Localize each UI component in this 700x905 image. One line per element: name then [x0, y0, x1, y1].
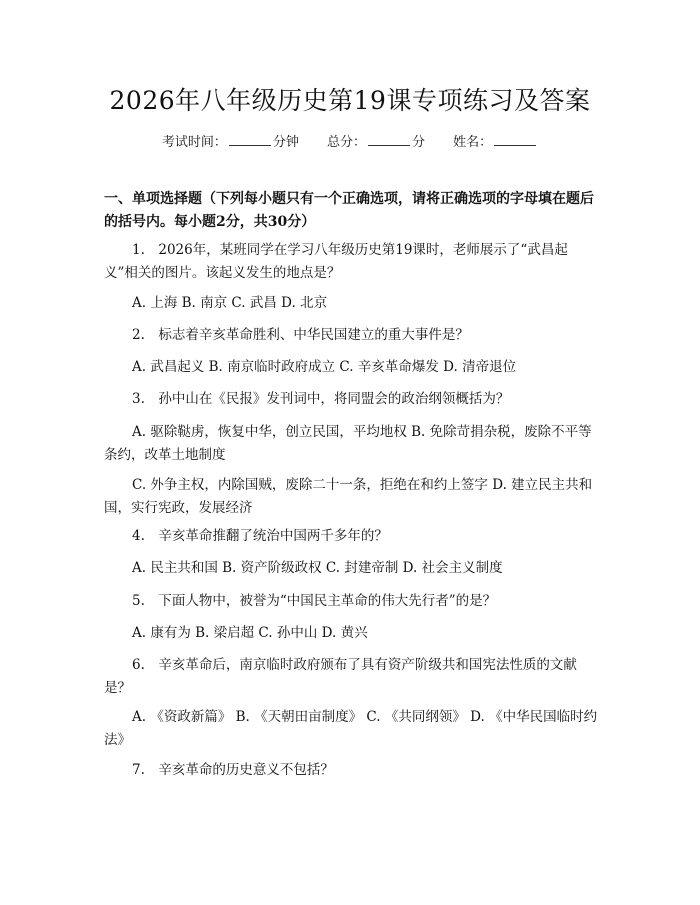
- question-1-stem: 1. 2026年，某班同学在学习八年级历史第19课时，老师展示了“武昌起义”相关的图片。该起义发生的地点是？: [104, 242, 568, 281]
- question-7-stem: 7. 辛亥革命的历史意义不包括？: [132, 762, 334, 778]
- student-name: [453, 131, 538, 153]
- question-1-options: A. 上海 B. 南京 C. 武昌 D. 北京: [132, 295, 328, 311]
- time-label: 考试时间：: [161, 135, 227, 150]
- total-score: [327, 131, 425, 153]
- question-6-options: A. 《资政新篇》 B. 《天朝田亩制度》 C. 《共同纲领》 D. 《中华民国临时约法》: [104, 709, 598, 748]
- score-blank[interactable]: [368, 131, 410, 146]
- question-3-options: A. 驱除鞑虏，恢复中华，创立民国，平均地权 B. 免除苛捐杂税，废除不平等条约，改革土地制度: [104, 424, 592, 463]
- question-5-options: A. 康有为 B. 梁启超 C. 孙中山 D. 黄兴: [132, 625, 368, 641]
- score-unit: 分: [412, 135, 426, 150]
- question-4-stem: 4. 辛亥革命推翻了统治中国两千多年的？: [132, 528, 388, 544]
- question-2-stem: 2. 标志着辛亥革命胜利、中华民国建立的重大事件是？: [132, 327, 469, 343]
- time-unit: 分钟: [272, 135, 299, 150]
- name-blank[interactable]: [494, 131, 536, 146]
- exam-meta: [0, 131, 700, 153]
- page-title: 2026年八年级历史第19课专项练习及答案: [109, 86, 591, 115]
- question-5-stem: 5. 下面人物中，被誉为“中国民主革命的伟大先行者”的是？: [132, 593, 497, 609]
- question-6-stem: 6. 辛亥革命后，南京临时政府颁布了具有资产阶级共和国宪法性质的文献是？: [104, 657, 577, 696]
- question-2-options: A. 武昌起义 B. 南京临时政府成立 C. 辛亥革命爆发 D. 清帝退位: [132, 359, 517, 375]
- name-label: 姓名：: [453, 135, 493, 150]
- section-heading: 一、单项选择题（下列每小题只有一个正确选项，请将正确选项的字母填在题后的括号内。每小题2分，共30分）: [104, 191, 594, 230]
- time-blank[interactable]: [229, 131, 271, 146]
- exam-time: [162, 131, 299, 153]
- question-3-stem: 3. 孙中山在《民报》发刊词中，将同盟会的政治纲领概括为？: [132, 391, 510, 407]
- score-label: 总分：: [326, 135, 366, 150]
- question-4-options: A. 民主共和国 B. 资产阶级政权 C. 封建帝制 D. 社会主义制度: [132, 560, 503, 576]
- question-3-options-cont: C. 外争主权，内除国贼，废除二十一条，拒绝在和约上签字 D. 建立民主共和国，实行宪政，发展经济: [104, 477, 593, 516]
